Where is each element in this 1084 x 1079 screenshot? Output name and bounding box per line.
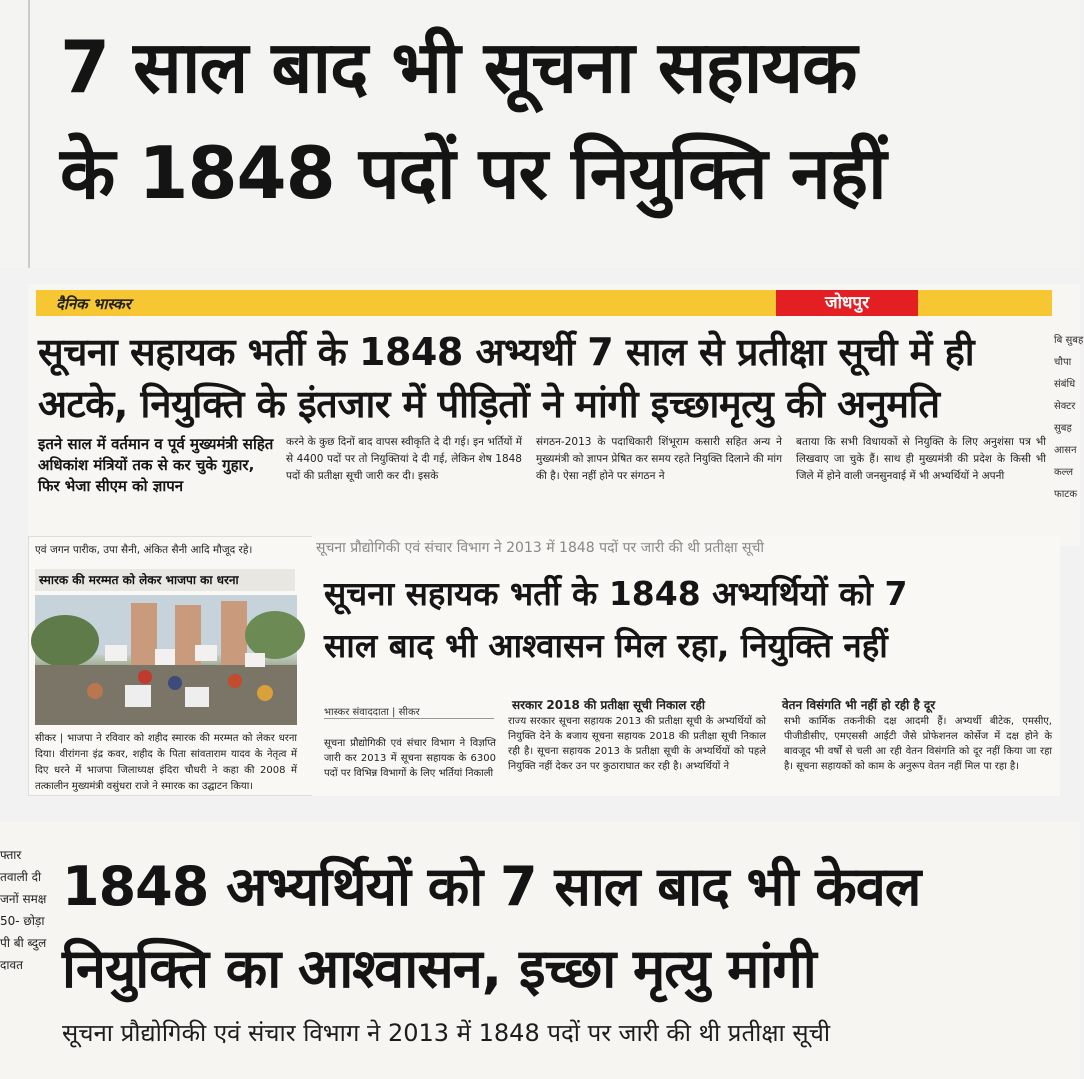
right-column-edge — [1050, 0, 1080, 268]
clip3-headline — [324, 568, 1064, 672]
clip4-headline-line1: 1848 अभ्यर्थियों को 7 साल बाद भी केवल — [62, 855, 921, 918]
clip3-subhead-b: वेतन विसंगति भी नहीं हो रही है दूर — [782, 698, 936, 712]
clip3-top-text: एवं जगन पारीक, उपा सैनी, अंकित सैनी आदि मौजूद रहे। — [35, 544, 253, 556]
clip1-headline — [60, 14, 1040, 226]
clipping-1 — [0, 0, 1080, 268]
clipping-4 — [0, 822, 1080, 1079]
clip3-subhead-a: सरकार 2018 की प्रतीक्षा सूची निकाल रही — [512, 698, 705, 712]
clip1-headline-line1: 7 साल बाद भी सूचना सहायक — [60, 25, 857, 109]
masthead-band — [36, 290, 1052, 316]
clip2-subhead: इतने साल में वर्तमान व पूर्व मुख्यमंत्री सहित अधिकांश मंत्रियों तक से कर चुके गुहार, फिर भेजा सीएम को ज्ञापन — [38, 435, 274, 495]
clip2-headline-line2: अटके, नियुक्ति के इंतजार में पीड़ितों ने मांगी इच्छामृत्यु की अनुमति — [38, 382, 940, 426]
protest-photo — [35, 595, 297, 725]
clip3-column-c: सभी कार्मिक तकनीकी दक्ष आदमी हैं। अभ्यर्थी बीटेक, एमसीए, पीजीडीसीए, एमएससी आईटी जैसे प्रोफेशनल कोर्सेज में दक्ष होने के बावजूद भी वर्षों से चली आ रही वेतन विसंगति को दूर नहीं किया जा रहा है। सूचना सहायकों को काम के अनुरूप वेतन नहीं मिल पा रहा है। — [784, 716, 1052, 772]
clip4-subhead: सूचना प्रौद्योगिकी एवं संचार विभाग ने 2013 में 1848 पदों पर जारी की थी प्रतीक्षा सूची — [62, 1019, 831, 1047]
photo-title-bar: स्मारक की मरम्मत को लेकर भाजपा का धरना — [35, 569, 295, 591]
photo-caption: सीकर | भाजपा ने रविवार को शहीद स्मारक की मरम्मत को लेकर धरना दिया। वीरांगना इंद्र कवर, शहीद के पिता सांवताराम यादव के नेतृत्व में दिए धरने में भाजपा जिलाध्यक्ष इंदिरा चौधरी ने कहा की 2008 में तत्कालीन मुख्यमंत्री वसुंधरा राजे ने स्मारक का उद्घाटन किया। — [35, 733, 297, 792]
clip2-right-column: बि सुबह चौपा संबंधि सेक्टर सुबह आसन कल्ल फाटक — [1054, 335, 1084, 500]
clip2-column-3: बताया कि सभी विधायकों से नियुक्ति के लिए अनुशंसा पत्र भी लिखवाए जा चुके हैं। साथ ही मुख्यमंत्री की प्रदेश के किसी भी जिले में होने वाली जनसुनवाई में भी अभ्यर्थियों ने अपनी — [796, 436, 1046, 482]
clip2-column-2: संगठन-2013 के पदाधिकारी शिंभूराम कसारी सहित अन्य ने मुख्यमंत्री को ज्ञापन प्रेषित कर समय रहते नियुक्ति दिलाने की मांग की है। ऐसा नहीं होने पर संगठन ने — [536, 436, 782, 482]
clip4-headline-line2: नियुक्ति का आश्वासन, इच्छा मृत्यु मांगी — [62, 937, 816, 1000]
clip2-headline-line1: सूचना सहायक भर्ती के 1848 अभ्यर्थी 7 साल से प्रतीक्षा सूची में ही — [38, 330, 975, 374]
clip4-left-column: फ्तार तवाली दी जनों समक्ष 50- छोड़ा पी बी ब्दुल दावत — [0, 848, 47, 972]
clip3-faint-header: सूचना प्रौद्योगिकी एवं संचार विभाग ने 2013 में 1848 पदों पर जारी की थी प्रतीक्षा सूची — [316, 540, 765, 556]
clipping-2 — [28, 284, 1084, 546]
clip3-headline-line2: साल बाद भी आश्वासन मिल रहा, नियुक्ति नहीं — [324, 626, 888, 665]
clip3-column-a: सूचना प्रौद्योगिकी एवं संचार विभाग ने विज्ञप्ति जारी कर 2013 में सूचना सहायक के 6300 पदों पर विभिन्न विभागों के लिए भर्तियां निकाली — [324, 738, 496, 779]
clip1-headline-line2: के 1848 पदों पर नियुक्ति नहीं — [60, 131, 886, 215]
clip3-column-b: राज्य सरकार सूचना सहायक 2013 की प्रतीक्षा सूची के अभ्यर्थियों को नियुक्ति देने के बजाय सूचना सहायक 2018 की प्रतीक्षा सूची निकाल रही है। सूचना सहायक 2013 के प्रतीक्षा सूची के अभ्यर्थियों को पहले नियुक्ति नहीं देकर उन पर कुठाराघात कर रही है। अभ्यर्थियों ने — [508, 716, 766, 772]
clip4-headline — [62, 846, 1062, 1010]
city-badge: जोधपुर — [776, 290, 918, 316]
clipping-3-right — [312, 536, 1060, 796]
clip3-byline: भास्कर संवाददाता | सीकर — [324, 704, 494, 719]
newspaper-brand: दैनिक भास्कर — [56, 295, 131, 313]
clip2-headline — [38, 326, 1038, 430]
left-column-edge — [0, 0, 30, 268]
clip2-column-1: करने के कुछ दिनों बाद वापस स्वीकृति दे दी गई। इन भर्तियों में से 4400 पदों पर तो नियुक्तियां दे दी गई, लेकिन शेष 1848 पदों की प्रतीक्षा सूची जारी कर दी। इसके — [286, 436, 522, 482]
clip3-headline-line1: सूचना सहायक भर्ती के 1848 अभ्यर्थियों को 7 — [324, 574, 908, 613]
